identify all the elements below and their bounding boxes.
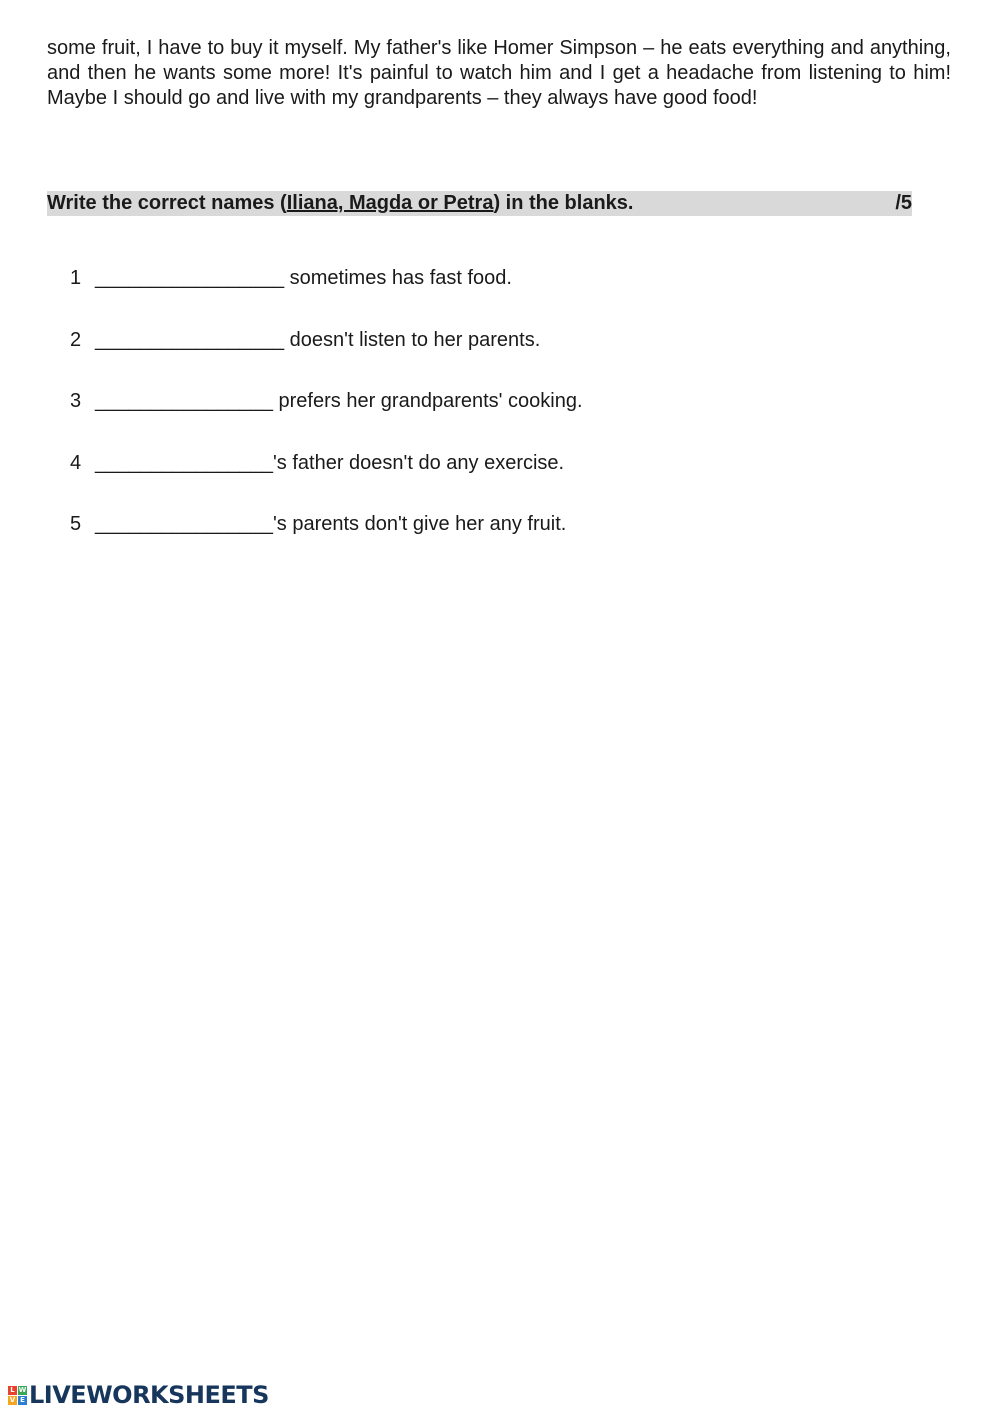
question-number: 1 <box>70 267 82 289</box>
logo-mark-icon <box>8 1386 27 1405</box>
answer-blank[interactable]: ________________ <box>95 390 273 412</box>
answer-blank[interactable]: _________________ <box>95 267 285 289</box>
answer-blank[interactable]: ________________ <box>95 451 273 474</box>
question-number: 3 <box>70 390 82 412</box>
logo-mark-tile: W <box>18 1385 27 1394</box>
answer-blank[interactable]: ________________ <box>95 513 273 535</box>
instruction-names: Iliana, Magda or Petra <box>286 192 494 214</box>
question-number: 2 <box>70 328 82 351</box>
instruction-bar <box>47 191 912 216</box>
reading-passage: some fruit, I have to buy it myself. My father's like Homer Simpson – he eats everything and anything, and then he wants some more! It's painful to watch him and I get a headache from listening to him! Maybe I should go and live with my grandparents – they always have good food! <box>47 37 951 109</box>
question-text: 's parents don't give her any fruit. <box>272 513 567 535</box>
question-text: 's father doesn't do any exercise. <box>272 451 565 474</box>
question-text: doesn't listen to her parents. <box>284 328 541 351</box>
question-item <box>70 265 583 327</box>
logo-brand-text: LIVEWORKSHEETS <box>29 1381 269 1409</box>
liveworksheets-logo[interactable] <box>8 1380 269 1410</box>
question-item <box>70 327 583 389</box>
answer-blank[interactable]: _________________ <box>95 328 285 351</box>
score-label: /5 <box>895 192 912 214</box>
question-item <box>70 511 583 573</box>
question-text: prefers her grandparents' cooking. <box>272 390 583 412</box>
logo-mark-tile: E <box>18 1396 27 1405</box>
question-item <box>70 450 583 512</box>
question-number: 4 <box>70 451 82 474</box>
question-list <box>70 265 583 573</box>
logo-mark-tile: L <box>8 1386 17 1395</box>
instruction-text-end: ) in the blanks. <box>493 192 634 214</box>
logo-mark-tile: V <box>9 1395 16 1404</box>
question-item <box>70 388 583 450</box>
instruction-text-start: Write the correct names ( <box>47 192 287 214</box>
question-text: sometimes has fast food. <box>284 267 512 289</box>
question-number: 5 <box>70 513 82 535</box>
